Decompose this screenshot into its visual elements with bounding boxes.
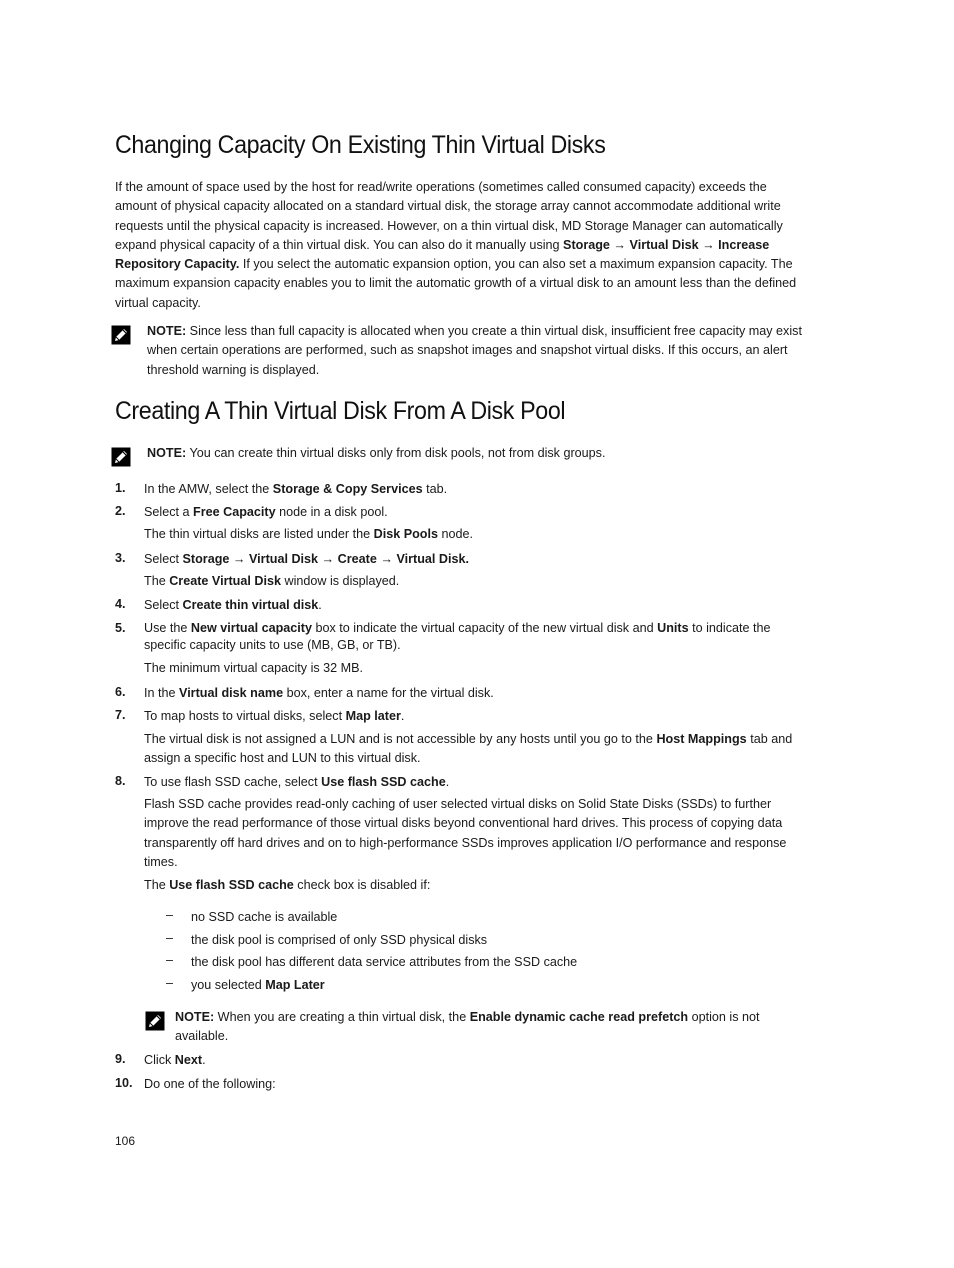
step-1: [144, 480, 814, 499]
step-5: [144, 620, 810, 654]
text: you selected: [191, 978, 266, 992]
ui-term: Units: [657, 621, 689, 635]
text: node in a disk pool.: [275, 505, 388, 519]
ui-term: Disk Pools: [373, 527, 438, 541]
section-title-changing-capacity: Changing Capacity On Existing Thin Virtual Disks: [115, 131, 606, 159]
text: to indicate the specific capacity units to use (MB, GB, or TB).: [144, 621, 771, 652]
note-text: You can create thin virtual disks only from disk pools, not from disk groups.: [186, 446, 606, 460]
step-number: 6.: [115, 685, 126, 699]
text: The: [144, 878, 170, 892]
step-2: [144, 503, 814, 522]
text: .: [318, 598, 322, 612]
step-number: 1.: [115, 481, 126, 495]
step-7: [144, 707, 814, 726]
text: .: [400, 709, 405, 723]
text: Select a: [144, 505, 194, 519]
text: The thin virtual disks are listed under the: [144, 527, 374, 541]
intro-paragraph: [115, 178, 810, 313]
text: node.: [438, 527, 474, 541]
bullet-item: the disk pool is comprised of only SSD physical disks: [191, 933, 488, 947]
step-10: Do one of the following:: [144, 1077, 276, 1091]
text: .: [445, 775, 450, 789]
text: tab and assign a specific host and LUN to this virtual disk.: [144, 732, 793, 766]
note-label: NOTE:: [147, 324, 187, 338]
text: check box is disabled if:: [293, 878, 431, 892]
bullet-item: [191, 976, 325, 995]
ui-term: Create Virtual Disk: [169, 574, 281, 588]
text: box to indicate the virtual capacity of the new virtual disk and: [312, 621, 658, 635]
ui-term: Map Later: [265, 978, 325, 992]
section-title-creating-thin-disk: Creating A Thin Virtual Disk From A Disk Pool: [115, 397, 566, 425]
text: Click: [144, 1053, 175, 1067]
bullet-dash: –: [166, 976, 174, 990]
menu-path: Storage → Virtual Disk → Increase Repository Capacity.: [115, 237, 770, 272]
bullet-item: the disk pool has different data service attributes from the SSD cache: [191, 955, 578, 969]
step-8-disabled-conditions: [144, 876, 814, 895]
ui-term: Virtual disk name: [179, 686, 284, 700]
text: The virtual disk is not assigned a LUN and is not accessible by any hosts until you go to the: [144, 732, 657, 746]
ui-term: Create thin virtual disk: [182, 598, 319, 612]
step-8-detail: Flash SSD cache provides read-only caching of user selected virtual disks on Solid State Disks (SSDs) to further improve the read performance of those virtual disks beyond conventional hard drives. This process of copying data transparently off hard drives and on to high-performance SSDs improves application I/O performance and response times.: [144, 797, 787, 869]
step-number: 5.: [115, 621, 126, 635]
ui-term: Enable dynamic cache read prefetch: [469, 1010, 689, 1024]
step-9: [144, 1051, 814, 1070]
note-text: option is not available.: [175, 1010, 760, 1044]
note-disk-pools-only: [147, 444, 807, 463]
step-3: [144, 550, 814, 569]
note-prefetch-unavailable: [175, 1008, 785, 1047]
ui-term: Storage & Copy Services: [272, 482, 423, 496]
ui-term: Next: [174, 1053, 203, 1067]
step-2-detail: [144, 525, 814, 544]
step-number: 2.: [115, 504, 126, 518]
note-pencil-icon: [111, 447, 131, 467]
text: In the: [144, 686, 180, 700]
text: box, enter a name for the virtual disk.: [283, 686, 494, 700]
bullet-dash: –: [166, 931, 174, 945]
note-pencil-icon: [145, 1011, 165, 1031]
text: Select: [144, 552, 183, 566]
note-label: NOTE:: [175, 1010, 215, 1024]
bullet-dash: –: [166, 908, 174, 922]
text: Use the: [144, 621, 191, 635]
text: window is displayed.: [280, 574, 400, 588]
menu-path: Storage → Virtual Disk → Create → Virtual Disk.: [182, 552, 470, 566]
step-number: 4.: [115, 597, 126, 611]
step-5-detail: The minimum virtual capacity is 32 MB.: [144, 661, 364, 675]
text: The: [144, 574, 170, 588]
text: If you select the automatic expansion option, you can also set a maximum expansion capacity. The maximum expansion capacity enables you to limit the automatic growth of a virtual disk to an amount less than the defined virtual capacity.: [115, 257, 797, 310]
ui-term: Map later: [345, 709, 401, 723]
text: If the amount of space used by the host for read/write operations (sometimes called consumed capacity) exceeds the amount of physical capacity allocated on a standard virtual disk, the storage array cannot accommodate additional write requests until the physical capacity is increased. However, on a thin virtual disk, MD Storage Manager can automatically expand physical capacity of a thin virtual disk. You can also do it manually using: [115, 180, 783, 252]
text: To use flash SSD cache, select: [144, 775, 322, 789]
text: tab.: [422, 482, 448, 496]
ui-term: Host Mappings: [656, 732, 747, 746]
bullet-item: no SSD cache is available: [191, 910, 338, 924]
step-7-detail: [144, 730, 810, 769]
text: Select: [144, 598, 183, 612]
page-number: 106: [115, 1134, 136, 1148]
ui-term: Free Capacity: [193, 505, 276, 519]
note-pencil-icon: [111, 325, 131, 345]
bullet-dash: –: [166, 953, 174, 967]
note-label: NOTE:: [147, 446, 187, 460]
step-number: 10.: [115, 1076, 133, 1090]
step-6: [144, 684, 814, 703]
text: In the AMW, select the: [144, 482, 273, 496]
step-number: 7.: [115, 708, 126, 722]
ui-term: New virtual capacity: [190, 621, 312, 635]
step-number: 8.: [115, 774, 126, 788]
step-4: [144, 596, 814, 615]
step-number: 9.: [115, 1052, 126, 1066]
text: .: [202, 1053, 206, 1067]
note-text: Since less than full capacity is allocated when you create a thin virtual disk, insufficient free capacity may exist when certain operations are performed, such as snapshot images and snapshot virtual disks. If this occurs, an alert threshold warning is displayed.: [147, 324, 802, 377]
note-text: When you are creating a thin virtual disk, the: [214, 1010, 470, 1024]
note-partial-capacity: [147, 322, 807, 380]
ui-term: Use flash SSD cache: [169, 878, 294, 892]
text: To map hosts to virtual disks, select: [144, 709, 346, 723]
step-number: 3.: [115, 551, 126, 565]
step-3-detail: [144, 572, 814, 591]
step-8: [144, 773, 814, 792]
ui-term: Use flash SSD cache: [321, 775, 446, 789]
